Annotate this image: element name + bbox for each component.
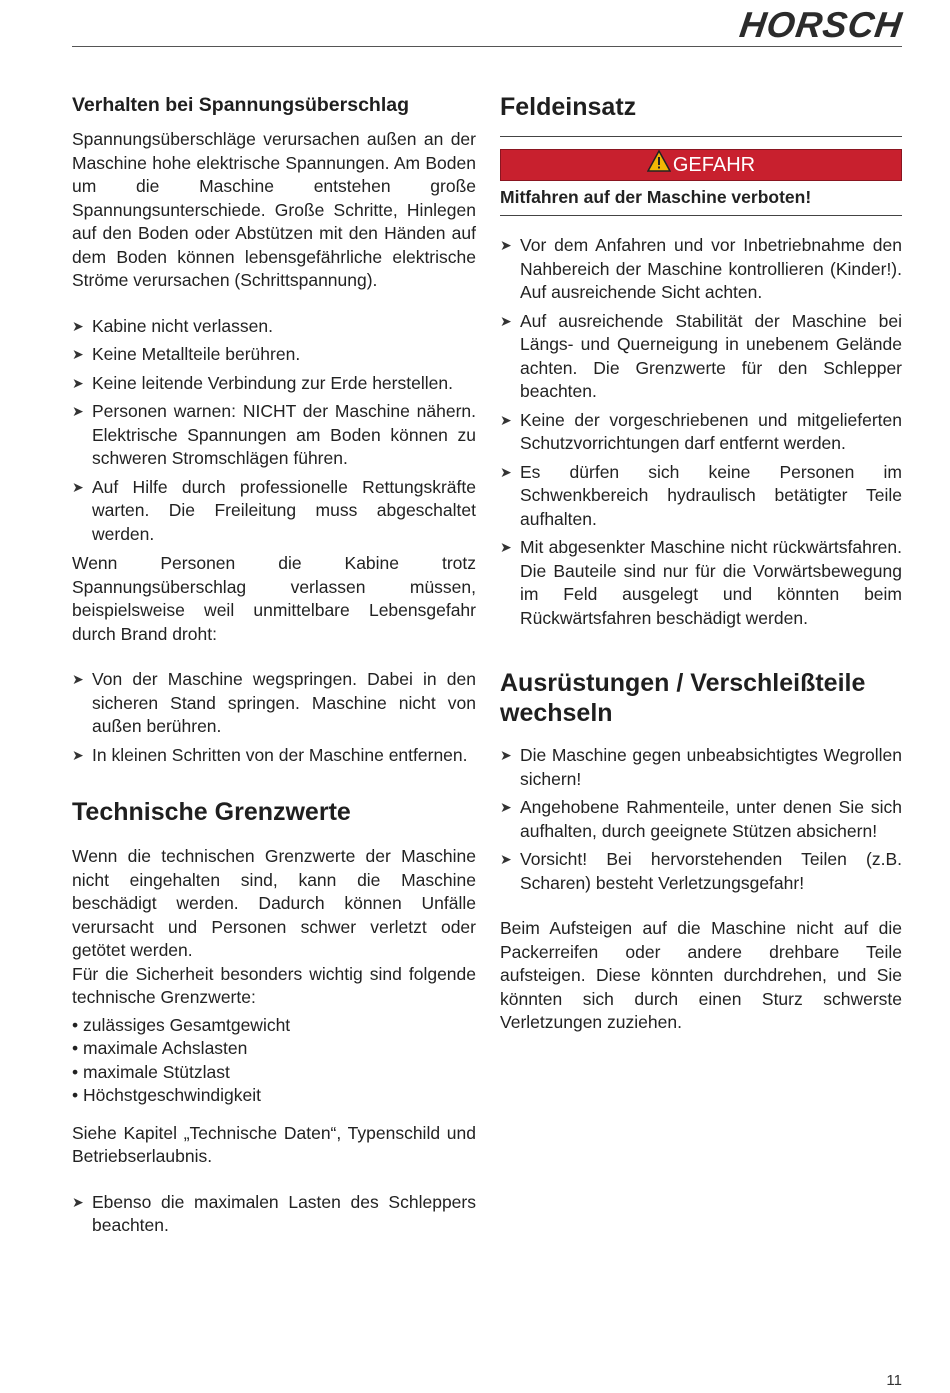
- list-item: • maximale Stützlast: [72, 1061, 230, 1082]
- arrow-list-3: [72, 1191, 476, 1238]
- list-item: ➤ Mit abgesenkter Maschine nicht rückwärtsfahren. Die Bauteile sind nur für die Vorwärtsbewegung im Feld ausgelegt und könnten beim Rückwärtsfahren beschädigt werden.: [500, 537, 902, 628]
- arrow-icon: ➤: [500, 411, 512, 428]
- paragraph-spannung: Spannungsüberschläge verursachen außen an der Maschine hohe elektrische Spannungen. Am Boden um die Maschine entstehen große Spannungsunterschiede. Große Schritte, Hinlegen auf den Boden oder Abstützen mit den Händen auf dem Boden können lebensgefährliche elektrische Ströme verursachen (Schrittspannung).: [72, 129, 476, 290]
- arrow-icon: ➤: [500, 539, 512, 555]
- warning-icon: [647, 150, 671, 181]
- arrow-icon: ➤: [72, 374, 84, 391]
- list-item: • Höchstgeschwindigkeit: [72, 1085, 262, 1105]
- arrow-icon: ➤: [500, 463, 512, 480]
- arrow-icon: ➤: [500, 799, 512, 815]
- list-item: ➤ Angehobene Rahmenteile, unter denen Sie sich aufhalten, durch geeignete Stützen absichern!: [500, 797, 902, 841]
- list-item: ➤ Keine der vorgeschriebenen und mitgelieferten Schutzvorrichtungen darf entfernt werden.: [500, 409, 902, 453]
- arrow-list-ausruestung: [500, 744, 902, 895]
- page-number: 11: [886, 1372, 902, 1389]
- arrow-icon: ➤: [72, 403, 84, 419]
- list-item: • zulässiges Gesamtgewicht: [72, 1014, 291, 1035]
- arrow-icon: ➤: [72, 746, 84, 763]
- paragraph-aufsteigen: Beim Aufsteigen auf die Maschine nicht auf die Packerreifen oder andere drehbare Teile aufsteigen. Diese könnten durchdrehen, und Sie könnten sich durch einen Sturz schwerste Verletzungen zuziehen.: [500, 918, 902, 1032]
- bullet-list: [72, 1014, 476, 1108]
- arrow-list-1: [72, 315, 476, 547]
- list-item: ➤ Personen warnen: NICHT der Maschine nähern. Elektrische Spannungen am Boden können zu schweren Stromschlägen führen.: [72, 401, 476, 468]
- danger-text: Mitfahren auf der Maschine verboten!: [500, 187, 812, 207]
- heading-spannungsueberschlag: Verhalten bei Spannungsüberschlag: [72, 94, 409, 116]
- paragraph-kabine: Wenn Personen die Kabine trotz Spannungsüberschlag verlassen müssen, beispielsweise weil unmittelbare Lebensgefahr durch Brand droht:: [72, 553, 476, 644]
- arrow-icon: ➤: [500, 237, 512, 253]
- list-item: ➤ Die Maschine gegen unbeabsichtigtes Wegrollen sichern!: [500, 745, 902, 789]
- danger-label: GEFAHR: [672, 154, 756, 176]
- list-item: ➤ Ebenso die maximalen Lasten des Schleppers beachten.: [72, 1191, 476, 1235]
- left-column: [72, 92, 476, 1244]
- list-item: ➤ Von der Maschine wegspringen. Dabei in den sicheren Stand springen. Maschine nicht von außen berühren.: [72, 669, 476, 736]
- arrow-icon: ➤: [72, 671, 84, 687]
- arrow-list-feld: [500, 234, 902, 630]
- arrow-icon: ➤: [72, 478, 84, 495]
- arrow-icon: ➤: [500, 851, 512, 867]
- arrow-icon: ➤: [500, 747, 512, 763]
- list-item: ➤ Vorsicht! Bei hervorstehenden Teilen (z.B. Scharen) besteht Verletzungsgefahr!: [500, 849, 902, 893]
- list-item: • maximale Achslasten: [72, 1038, 248, 1058]
- list-item: ➤ Vor dem Anfahren und vor Inbetriebnahme den Nahbereich der Maschine kontrollieren (Kinder!). Auf ausreichende Sicht achten.: [500, 235, 902, 302]
- danger-banner: [500, 149, 902, 181]
- arrow-icon: ➤: [500, 312, 512, 329]
- arrow-list-2: [72, 668, 476, 767]
- heading-feldeinsatz: Feldeinsatz: [500, 93, 637, 121]
- paragraph-sicherheit: Für die Sicherheit besonders wichtig sind folgende technische Grenzwerte:: [72, 963, 476, 1007]
- list-item: ➤ Auf ausreichende Stabilität der Maschine bei Längs- und Querneigung in unebenem Gelände achten. Die Grenzwerte für den Schlepper beachten.: [500, 310, 902, 401]
- list-item: ➤ Kabine nicht verlassen.: [72, 315, 476, 339]
- arrow-icon: ➤: [72, 317, 84, 334]
- list-item: ➤ Keine Metallteile berühren.: [72, 343, 476, 367]
- paragraph-grenzwerte: Wenn die technischen Grenzwerte der Maschine nicht eingehalten sind, kann die Maschine beschädigt werden. Dadurch können Unfälle verursacht und Personen schwer verletzt oder getötet werden.: [72, 846, 476, 960]
- list-item: ➤ In kleinen Schritten von der Maschine entfernen.: [72, 744, 476, 768]
- heading-ausruestungen: Ausrüstungen / Verschleißteile wechseln: [500, 669, 866, 727]
- list-item: ➤ Keine leitende Verbindung zur Erde herstellen.: [72, 372, 476, 396]
- divider: [500, 136, 902, 137]
- horsch-logo: HORSCH: [737, 4, 905, 45]
- right-column: [500, 92, 902, 1043]
- list-item: ➤ Auf Hilfe durch professionelle Rettungskräfte warten. Die Freileitung muss abgeschaltet werden.: [72, 476, 476, 544]
- header-rule: [72, 46, 902, 47]
- arrow-icon: ➤: [72, 1193, 84, 1210]
- paragraph-siehe-kapitel: Siehe Kapitel „Technische Daten“, Typenschild und Betriebserlaubnis.: [72, 1122, 476, 1166]
- heading-technische-grenzwerte: Technische Grenzwerte: [72, 798, 351, 826]
- list-item: ➤ Es dürfen sich keine Personen im Schwenkbereich hydraulisch betätigter Teile aufhalten.: [500, 461, 902, 529]
- divider: [500, 215, 902, 216]
- arrow-icon: ➤: [72, 346, 84, 362]
